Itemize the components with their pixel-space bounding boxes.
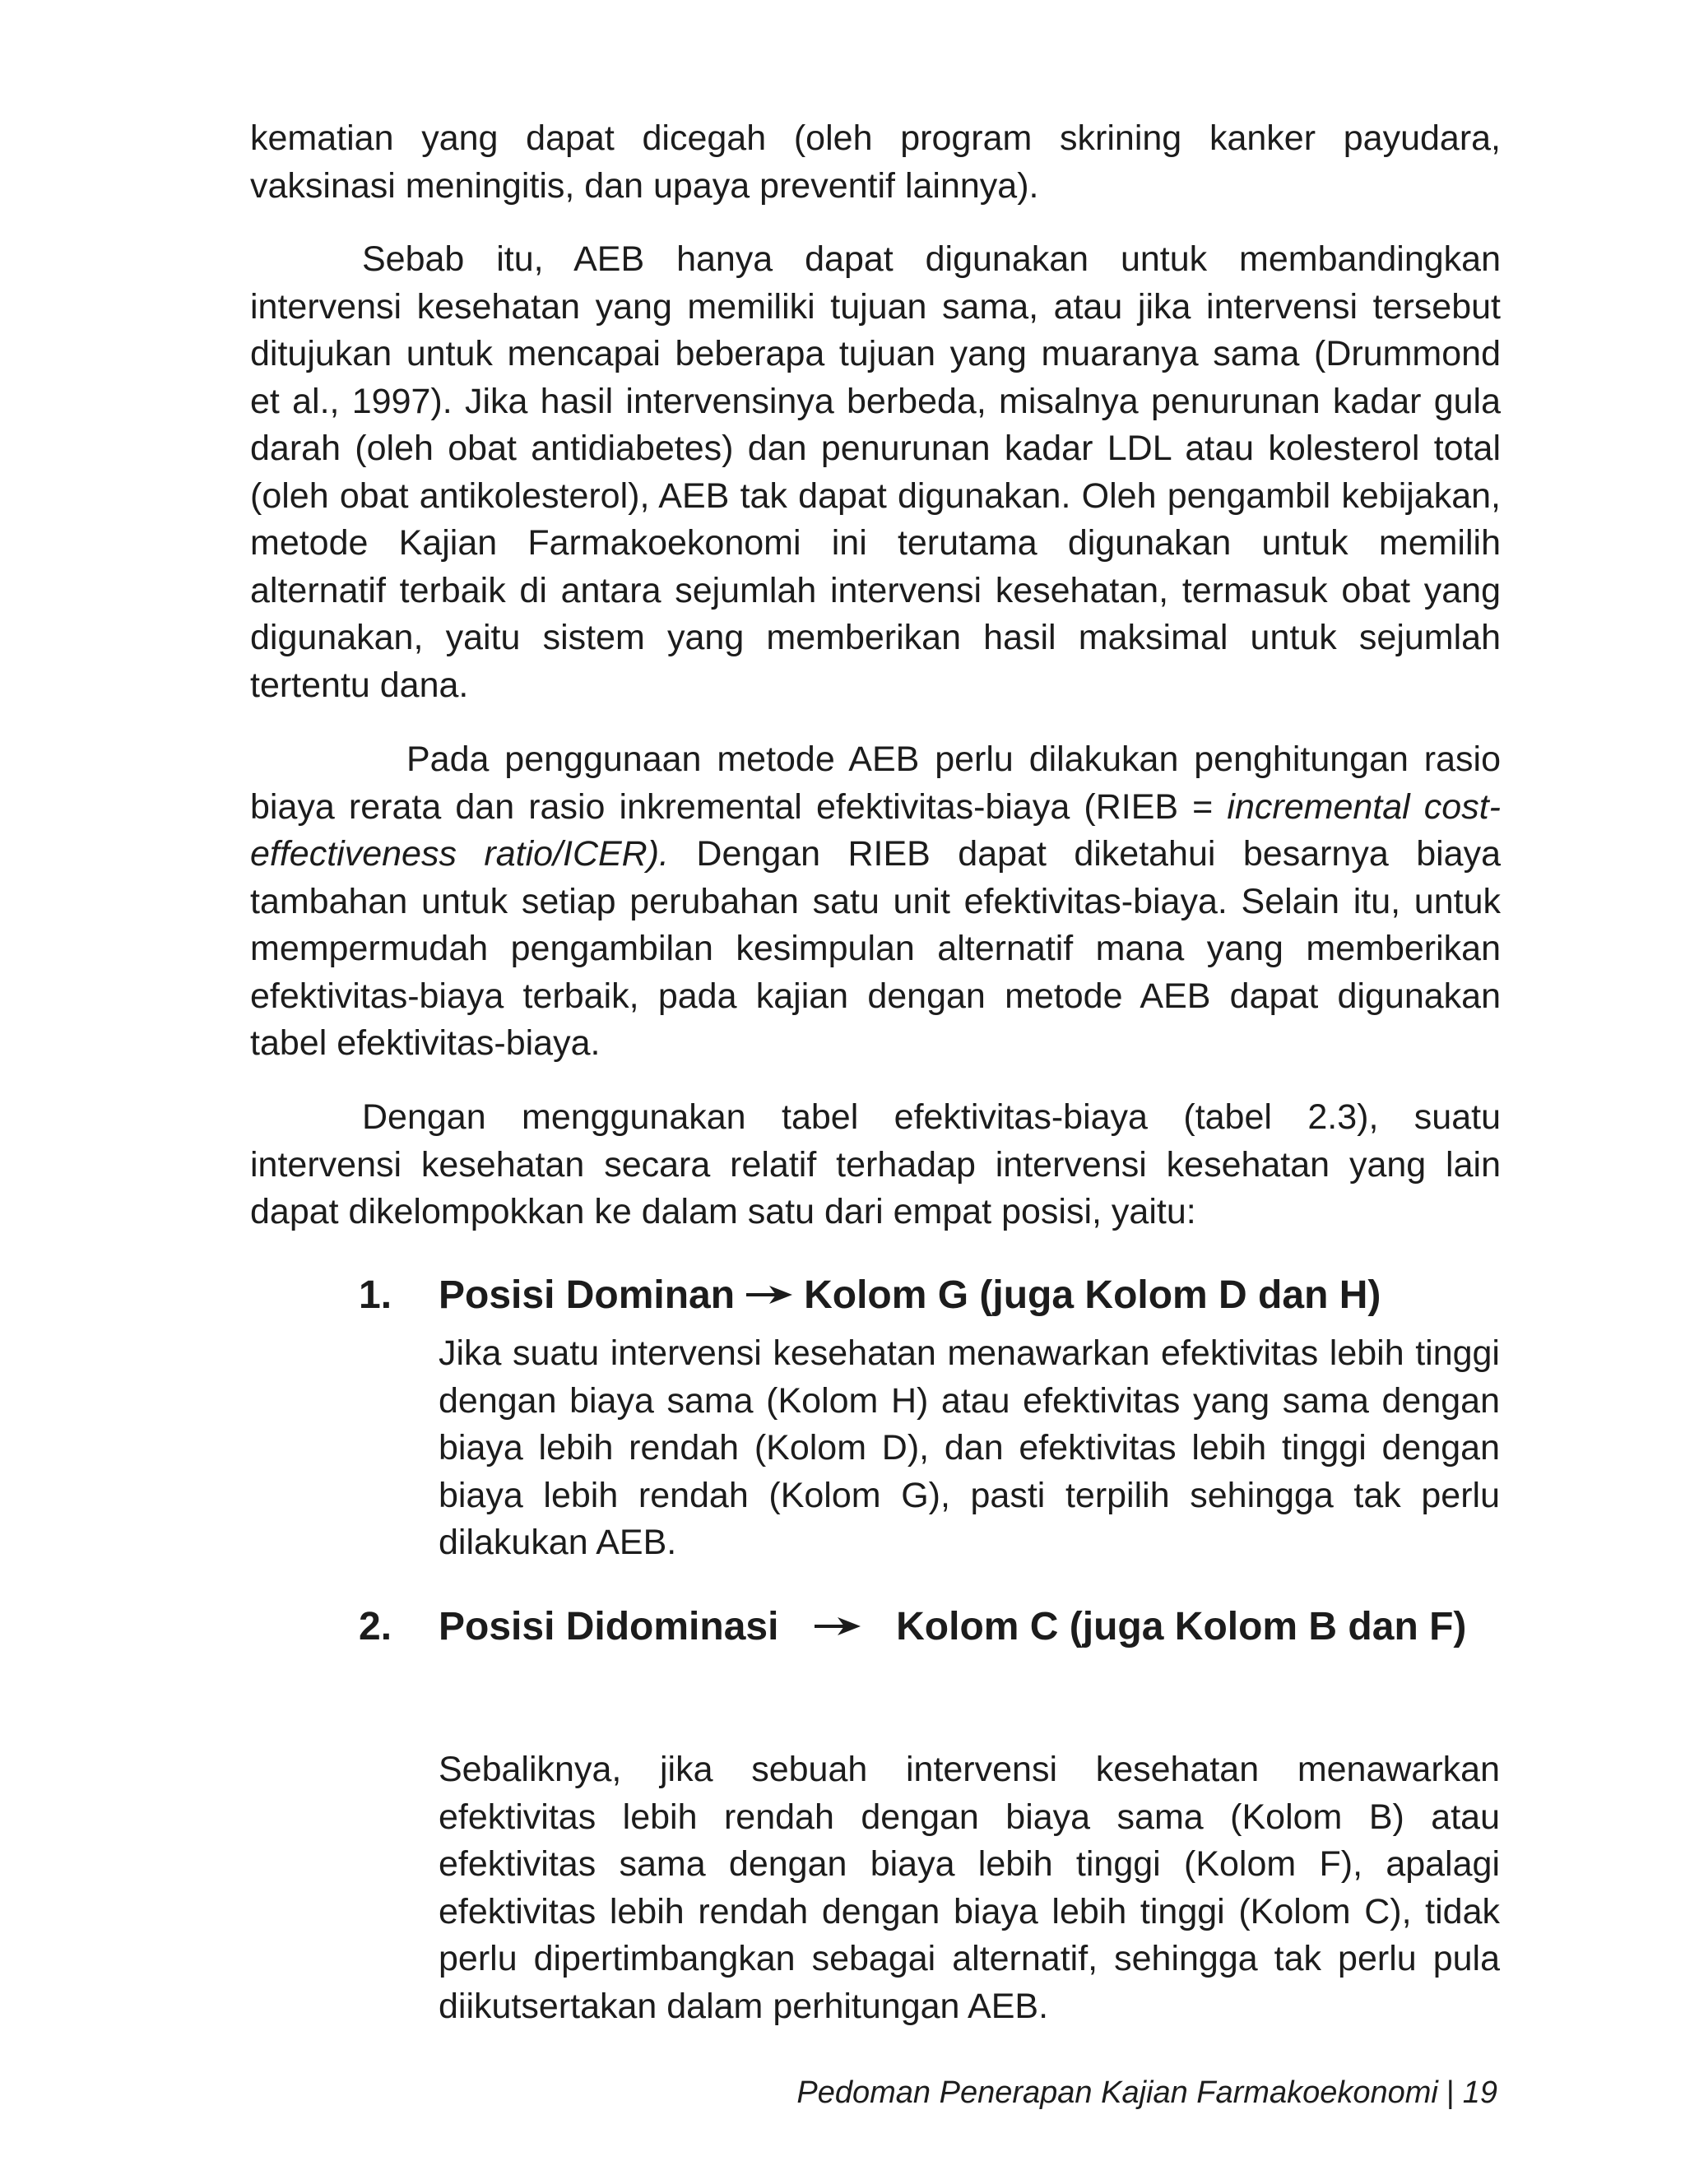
- heading-right: Kolom G (juga Kolom D dan H): [804, 1273, 1381, 1317]
- page-footer: [740, 2073, 1497, 2112]
- list-item-description: Sebaliknya, jika sebuah intervensi kesehatan menawarkan efektivitas lebih rendah dengan biaya sama (Kolom B) atau efektivitas sama dengan biaya lebih tinggi (Kolom F), apalagi efektivitas lebih rendah dengan biaya lebih tinggi (Kolom C), tidak perlu dipertimbangkan sebagai alternatif, sehingga tak perlu pula diikutsertakan dalam perhitungan AEB.: [439, 1750, 1500, 2026]
- right-arrow-icon: [813, 1614, 862, 1639]
- heading-left: Posisi Dominan: [439, 1273, 736, 1317]
- paragraph-four-positions: Dengan menggunakan tabel efektivitas-biaya (tabel 2.3), suatu intervensi kesehatan secara relatif terhadap intervensi kesehatan yang lain dapat dikelompokkan ke dalam satu dari empat posisi, yaitu:: [250, 1097, 1501, 1231]
- list-item-number: 1.: [359, 1273, 392, 1317]
- list-item-description: Jika suatu intervensi kesehatan menawarkan efektivitas lebih tinggi dengan biaya sama (Kolom H) atau efektivitas yang sama dengan biaya lebih rendah (Kolom D), dan efektivitas lebih tinggi dengan biaya lebih rendah (Kolom G), pasti terpilih sehingga tak perlu dilakukan AEB.: [439, 1333, 1500, 1562]
- paragraph-rieb-text-2: Dengan RIEB dapat diketahui besarnya biaya tambahan untuk setiap perubahan satu unit efektivitas-biaya. Selain itu, untuk mempermudah pengambilan kesimpulan alternatif mana yang memberikan efektivitas-biaya terbaik, pada kajian dengan metode AEB dapat digunakan tabel efektivitas-biaya.: [250, 834, 1501, 1063]
- paragraph-rieb-italic: incremental cost-effectiveness ratio/ICER).: [250, 786, 1501, 874]
- paragraph-rieb: [250, 736, 1501, 1068]
- paragraph-rieb-text-1: Pada penggunaan metode AEB perlu dilakukan penghitungan rasio biaya rerata dan rasio inkremental efektivitas-biaya (RIEB =: [250, 740, 1501, 827]
- list-item-heading: [439, 1271, 1500, 1320]
- page-number: 19: [1462, 2075, 1497, 2110]
- footer-separator: |: [1446, 2075, 1455, 2110]
- list-item-heading: [439, 1602, 1500, 1652]
- footer-title: Pedoman Penerapan Kajian Farmakoekonomi: [796, 2075, 1438, 2110]
- list-item-number: 2.: [359, 1605, 392, 1648]
- heading-left: Posisi Didominasi: [439, 1605, 779, 1648]
- heading-right: Kolom C (juga Kolom B dan F): [896, 1605, 1467, 1648]
- paragraph-continuation: kematian yang dapat dicegah (oleh program skrining kanker payudara, vaksinasi meningitis, dan upaya preventif lainnya).: [250, 118, 1501, 206]
- right-arrow-icon: [745, 1282, 794, 1307]
- paragraph-aeb-scope: Sebab itu, AEB hanya dapat digunakan untuk membandingkan intervensi kesehatan yang memiliki tujuan sama, atau jika intervensi tersebut ditujukan untuk mencapai beberapa tujuan yang muaranya sama (Drummond et al., 1997). Jika hasil intervensinya berbeda, misalnya penurunan kadar gula darah (oleh obat antidiabetes) dan penurunan kadar LDL atau kolesterol total (oleh obat antikolesterol), AEB tak dapat digunakan. Oleh pengambil kebijakan, metode Kajian Farmakoekonomi ini terutama digunakan untuk memilih alternatif terbaik di antara sejumlah intervensi kesehatan, termasuk obat yang digunakan, yaitu sistem yang memberikan hasil maksimal untuk sejumlah tertentu dana.: [250, 239, 1501, 705]
